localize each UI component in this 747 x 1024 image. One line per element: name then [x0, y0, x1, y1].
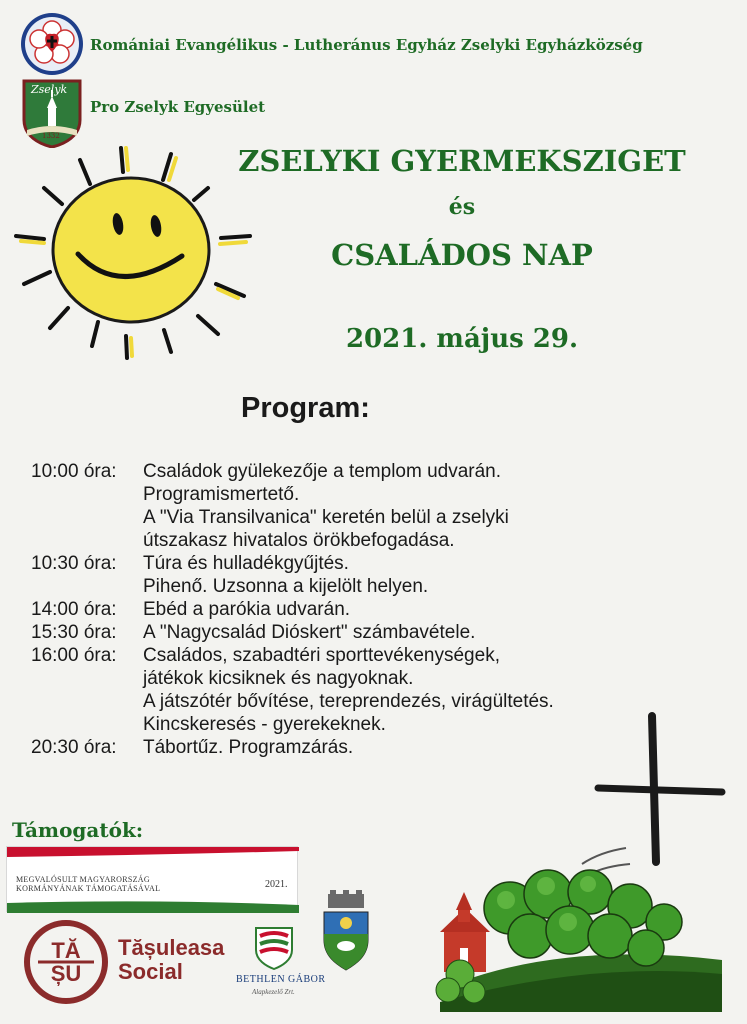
schedule-line: Családok gyülekezője a templom udvarán. [143, 461, 502, 482]
schedule-line: Családos, szabadtéri sporttevékenységek, [143, 645, 500, 666]
sun-illustration [6, 146, 256, 376]
schedule-line: Tábortűz. Programzárás. [143, 737, 354, 758]
schedule-time: 10:00 óra: [31, 461, 117, 482]
tasuleasa-name-line1: Tășuleasa [118, 935, 225, 960]
schedule-line: Kincskeresés - gyerekeknek. [143, 714, 386, 735]
schedule-item [31, 621, 554, 644]
event-title-line1: ZSELYKI GYERMEKSZIGET [238, 144, 686, 178]
schedule-line: A "Via Transilvanica" keretén belül a zselyki [143, 507, 509, 528]
hungarian-government-banner [6, 846, 298, 912]
schedule-item [31, 552, 554, 598]
event-title-and: és [448, 194, 476, 220]
tasuleasa-name-line2: Social [118, 959, 183, 984]
schedule-line: Programismertető. [143, 484, 300, 505]
tasuleasa-social-logo [24, 920, 108, 1004]
association-name: Pro Zselyk Egyesület [90, 98, 266, 116]
schedule-line: Túra és hulladékgyűjtés. [143, 553, 349, 574]
event-title-line2: CSALÁDOS NAP [331, 238, 593, 272]
schedule-time: 15:30 óra: [31, 622, 117, 643]
schedule-item [31, 598, 554, 621]
schedule-line: útszakasz hivatalos örökbefogadása. [143, 530, 455, 551]
hungary-banner-line2: KORMÁNYÁNAK TÁMOGATÁSÁVAL [16, 884, 161, 893]
hungary-banner-line1: MEGVALÓSULT MAGYARORSZÁG [16, 875, 150, 884]
schedule-line: játékok kicsiknek és nagyoknak. [143, 668, 414, 689]
schedule-time: 20:30 óra: [31, 737, 117, 758]
zselyk-crest-logo [21, 78, 83, 148]
schedule-line: Ebéd a parókia udvarán. [143, 599, 351, 620]
tasu-logo-letters: TĂ ȘU [50, 938, 82, 986]
hungary-banner-year: 2021. [265, 879, 288, 890]
bethlen-gabor-sub: Alapkezelő Zrt. [252, 988, 295, 996]
luther-rose-logo [20, 12, 84, 76]
schedule-time: 16:00 óra: [31, 645, 117, 666]
bethlen-gabor-logo [232, 926, 326, 1006]
schedule-line: A "Nagycsalád Dióskert" számbavétele. [143, 622, 476, 643]
crest-year: 1332 [42, 132, 60, 140]
cross-hill-illustration [430, 712, 730, 1012]
schedule-time: 10:30 óra: [31, 553, 117, 574]
sponsors-heading: Támogatók: [12, 818, 144, 842]
program-heading: Program: [241, 392, 370, 424]
schedule-item [31, 460, 554, 552]
schedule-line: A játszótér bővítése, tereprendezés, virágültetés. [143, 691, 554, 712]
crest-text: Zselyk [31, 83, 68, 96]
church-name: Romániai Evangélikus - Lutheránus Egyház Zselyki Egyházközség [90, 36, 643, 54]
village-coat-of-arms [320, 890, 372, 976]
event-date: 2021. május 29. [345, 324, 579, 354]
bethlen-gabor-name: BETHLEN GÁBOR [236, 974, 326, 985]
schedule-line: Pihenő. Uzsonna a kijelölt helyen. [143, 576, 429, 597]
schedule-time: 14:00 óra: [31, 599, 117, 620]
